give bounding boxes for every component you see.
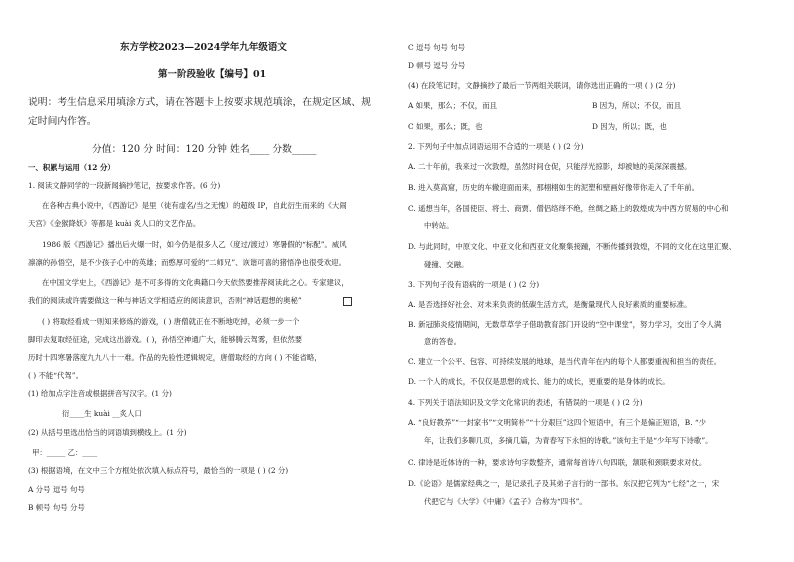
passage-4-line-3: 历时十四寒暑落度九九八十一难。作品的先验性逻辑规定，唐僧取经的方向 ( ) 不能省略， bbox=[28, 353, 322, 362]
question-3-b-line-1: B. 新冠肺炎疫情期间，无数草草学子借助教育部门开设的“空中课堂”，努力学习，交出了令人满 bbox=[408, 320, 722, 329]
question-2-d-line-1: D. 与此同时，中原文化、中亚文化和西亚文化聚集接踵，不断传播到敦煌，不同的文化在这里汇聚、 bbox=[408, 242, 737, 251]
notice-line-2: 定时间内作答。 bbox=[28, 116, 97, 127]
question-1-intro: 1. 阅读文静同学的一段新闻摘抄笔记，按要求作答。(6 分) bbox=[28, 181, 221, 190]
question-1-1: (1) 给加点字注音或根据拼音写汉字。(1 分) bbox=[28, 389, 172, 398]
question-1-4-b: B 因为，所以；不仅，而且 bbox=[592, 101, 682, 110]
punctuation-box bbox=[343, 297, 352, 306]
question-3-b-line-2: 意的答卷。 bbox=[424, 337, 461, 346]
question-1-4: (4) 在段笔记时，文静摘抄了最后一节两组关联词，请你选出正确的一项 ( ) (2 分) bbox=[408, 81, 676, 90]
exam-title: 东方学校2023—2024学年九年级语文 bbox=[120, 42, 287, 53]
score-line: 分值：120 分 时间：120 分钟 姓名____ 分数_____ bbox=[92, 144, 317, 155]
passage-4-line-1: ( ) 将取经看成一则知来修炼的游戏，( ) 唐僧就正在不断地吃掉，必须一步一个 bbox=[42, 317, 300, 326]
question-4-c: C. 律诗是近体诗的一种，要求诗句字数整齐，通常每首诗八句四联，颔联和颈联要求对仗。 bbox=[408, 458, 707, 467]
option-c: C 逗号 句号 句号 bbox=[408, 43, 466, 52]
passage-4-line-2: 脚印去复取经征途，完成这出游戏。( )，孙悟空神通广大，能够腾云驾雾，但依然要 bbox=[28, 335, 303, 344]
option-a: A 分号 逗号 句号 bbox=[28, 485, 85, 494]
question-4: 4. 下列关于语法知识及文学文化常识的表述，有错误的一项是 ( ) (2 分) bbox=[408, 398, 643, 407]
question-3-c: C. 建立一个公平、包容、可持续发展的地球，是当代青年在内的每个人都要重视和担当的责任。 bbox=[408, 357, 722, 366]
question-2-c-line-2: 中转站。 bbox=[424, 221, 454, 230]
section-1-heading: 一、积累与运用（12 分） bbox=[28, 163, 115, 172]
question-1-1-blanks: 衍____生 kuài __炙人口 bbox=[62, 409, 142, 418]
question-1-4-c: C 如果，那么；既，也 bbox=[408, 122, 483, 131]
exam-subtitle: 第一阶段验收【编号】01 bbox=[158, 69, 267, 80]
passage-1-line-2: 天宫》《金猴降妖》等都是 kuài 炙人口的文艺作品。 bbox=[28, 219, 201, 228]
question-4-a-line-1: A. “良好教养”“一封家书”“文明简朴”“十分艰巨”这四个短语中，有三个是偏正短语，B. “少 bbox=[408, 418, 707, 427]
notice-line-1: 说明：考生信息采用填涂方式，请在答题卡上按要求规范填涂，在规定区域、规 bbox=[28, 97, 371, 108]
question-2: 2. 下列句子中加点词语运用不合适的一项是 ( ) (2 分) bbox=[408, 142, 584, 151]
question-3-d: D. 一个人的成长，不仅仅是思想的成长、能力的成长，更重要的是身体的成长。 bbox=[408, 377, 670, 386]
question-2-b: B. 进入莫高窟，历史的车辙迎面而来，那栩栩如生的泥塑和壁画好像带你走入了千年前。 bbox=[408, 183, 699, 192]
passage-2-line-2: 凛凛的孙悟空，是不少孩子心中的英雄；而憨厚可爱的“二师兄”、诙谐可喜的猪悟净也很受欢迎。 bbox=[28, 258, 346, 267]
question-4-d-line-1: D.《论语》是儒家经典之一，是记录孔子及其弟子言行的一部书。东汉把它列为“七经”之一，宋 bbox=[408, 479, 720, 488]
option-d: D 顿号 逗号 分号 bbox=[408, 61, 466, 70]
question-1-2-blanks: 甲：_____ 乙：____ bbox=[32, 448, 98, 457]
passage-2-line-1: 1986 版《西游记》播出后火爆一时，如今仍是很多人乙（度过/渡过）寒暑假的“标配”。威风 bbox=[42, 240, 347, 249]
question-2-c-line-1: C. 遥想当年，各国使臣、将士、商贾、僧侣络绎不绝，丝绸之路上的敦煌成为中西方贸易的中心和 bbox=[408, 204, 729, 213]
passage-1-line-1: 在各种古典小说中，《西游记》是里（徒有虚名/当之无愧）的超级 IP，自此衍生而来的《大闹 bbox=[42, 201, 347, 210]
passage-3-line-2: 我们的阅读或许需要做这一种与神话文学相适应的阅读意识，否则“神话遐想的奥秘” bbox=[28, 296, 302, 305]
passage-3-line-1: 在中国文学史上，《西游记》是不可多得的文化典籍口今天依然要推荐阅读此之心。专家建议， bbox=[42, 278, 349, 287]
passage-4-line-4: ( ) 不能“代驾”。 bbox=[28, 371, 83, 380]
question-3-a: A. 是否选择好社会、对未来负责的低碳生活方式，是衡量现代人良好素质的重要标准。 bbox=[408, 300, 692, 309]
question-1-2: (2) 从括号里选出恰当的词语填到横线上。(1 分) bbox=[28, 428, 187, 437]
question-3: 3. 下列句子没有语病的一项是 ( ) (2 分) bbox=[408, 280, 540, 289]
question-4-d-line-2: 代把它与《大学》《中庸》《孟子》合称为“四书”。 bbox=[424, 497, 587, 506]
question-2-a: A. 二十年前，我来过一次敦煌，虽然时间仓促，只能浮光掠影，却被她的美深深震撼。 bbox=[408, 162, 692, 171]
option-b: B 顿号 句号 分号 bbox=[28, 503, 85, 512]
question-1-3: (3) 根据语境，在文中三个方框处依次填入标点符号，最恰当的一项是 ( ) (2 分) bbox=[28, 466, 289, 475]
question-1-4-d: D 因为，所以；既，也 bbox=[592, 122, 667, 131]
question-1-4-a: A 如果，那么；不仅，而且 bbox=[408, 101, 497, 110]
question-4-a-line-2: 年，让我们多聊几页，多摘几篇，为青春写下永恒的诗歌。”该句主干是“少年写下诗歌”。 bbox=[424, 436, 713, 445]
question-2-d-line-2: 碰撞、交融。 bbox=[424, 260, 469, 269]
